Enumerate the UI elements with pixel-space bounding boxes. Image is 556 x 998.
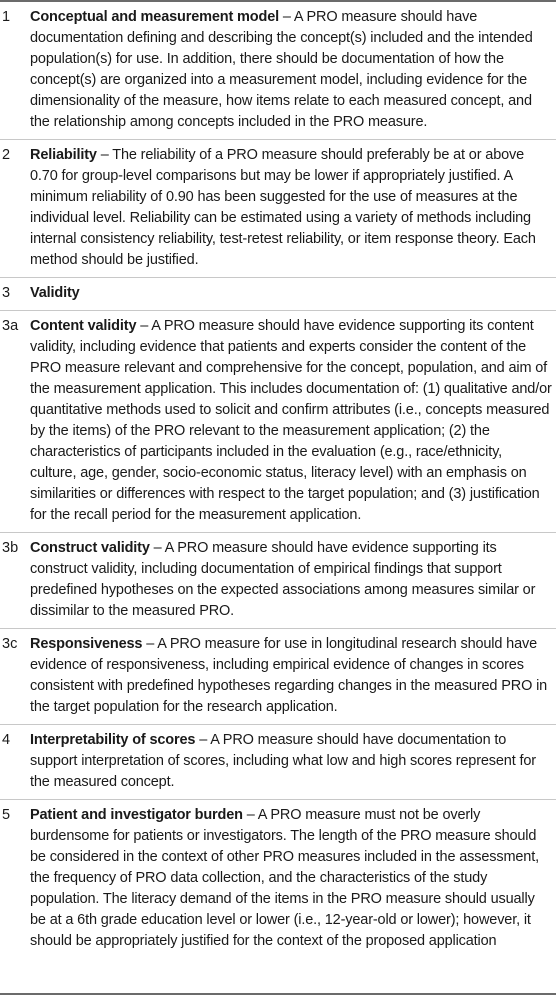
row-description bbox=[30, 7, 556, 133]
table-row bbox=[0, 278, 556, 311]
row-text: – A PRO measure should have evidence supporting its content validity, including evidence that patients and experts consider the content of the PRO measure relevant and comprehensive for the concept, population, and aim of the measurement application. This includes documentation of: (1) qualitative and/or quantitative methods used to solicit and confirm attributes (i.e., concepts measured by the items) of the PRO relevant to the measurement application; (2) the characteristics of participants included in the evaluation (e.g., race/ethnicity, culture, age, gender, socio-economic status, literacy level) with an emphasis on similarities or differences with respect to the target population; and (3) justification for the recall period for the measurement application. bbox=[30, 318, 552, 523]
row-number: 1 bbox=[2, 9, 11, 25]
row-number: 3 bbox=[2, 285, 11, 301]
row-description bbox=[30, 634, 556, 718]
row-description bbox=[30, 730, 556, 793]
row-term: Validity bbox=[30, 285, 80, 301]
table-row bbox=[0, 311, 556, 533]
row-term: Patient and investigator burden bbox=[30, 807, 243, 823]
row-term: Construct validity bbox=[30, 540, 150, 556]
row-description bbox=[30, 145, 556, 271]
row-text: – A PRO measure should have documentation to support interpretation of scores, including what low and high scores represent for the measured concept. bbox=[30, 732, 536, 790]
row-number: 3c bbox=[2, 636, 18, 652]
criteria-table bbox=[0, 2, 556, 958]
row-term: Responsiveness bbox=[30, 636, 143, 652]
row-term: Interpretability of scores bbox=[30, 732, 196, 748]
row-text: – A PRO measure should have evidence supporting its construct validity, including documentation of empirical findings that support predefined hypotheses on the expected associations among measures similar or dissimilar to the measured PRO. bbox=[30, 540, 536, 619]
table-row bbox=[0, 2, 556, 140]
row-number: 5 bbox=[2, 807, 11, 823]
row-text: – A PRO measure for use in longitudinal research should have evidence of responsiveness, including empirical evidence of changes in scores consistent with predefined hypotheses regarding changes in the measured PRO in the target population for the research application. bbox=[30, 636, 548, 715]
row-number: 2 bbox=[2, 147, 11, 163]
row-description bbox=[30, 538, 556, 622]
row-description bbox=[30, 283, 556, 304]
table-row bbox=[0, 533, 556, 629]
row-number: 3b bbox=[2, 540, 19, 556]
table-row bbox=[0, 725, 556, 800]
table-row bbox=[0, 800, 556, 958]
table-row bbox=[0, 140, 556, 278]
row-description bbox=[30, 316, 556, 526]
row-term: Conceptual and measurement model bbox=[30, 9, 280, 25]
row-term: Content validity bbox=[30, 318, 137, 334]
row-text: – A PRO measure should have documentation defining and describing the concept(s) included and the intended population(s) for use. In addition, there should be documentation of how the concept(s) are organized into a measurement model, including evidence for the dimensionality of the measure, how items relate to each measured concept, and the relationship among concepts included in the PRO measure. bbox=[30, 9, 533, 130]
row-text: – The reliability of a PRO measure should preferably be at or above 0.70 for group-level comparisons but may be lower if appropriately justified. A minimum reliability of 0.90 has been suggested for the use of measures at the individual level. Reliability can be estimated using a variety of methods including internal consistency reliability, test-retest reliability, or item response theory. Each method should be justified. bbox=[30, 147, 536, 268]
table-bottom-rule bbox=[0, 993, 556, 995]
row-number: 3a bbox=[2, 318, 19, 334]
row-term: Reliability bbox=[30, 147, 97, 163]
row-text: – A PRO measure must not be overly burdensome for patients or investigators. The length of the PRO measure should be considered in the context of other PRO measures included in the assessment, the frequency of PRO data collection, and the characteristics of the study population. The literacy demand of the items in the PRO measure should usually be at a 6th grade education level or lower (i.e., 12-year-old or lower); however, it should be appropriately justified for the context of the proposed application bbox=[30, 807, 539, 949]
table-row bbox=[0, 629, 556, 725]
row-description bbox=[30, 805, 556, 952]
row-number: 4 bbox=[2, 732, 11, 748]
